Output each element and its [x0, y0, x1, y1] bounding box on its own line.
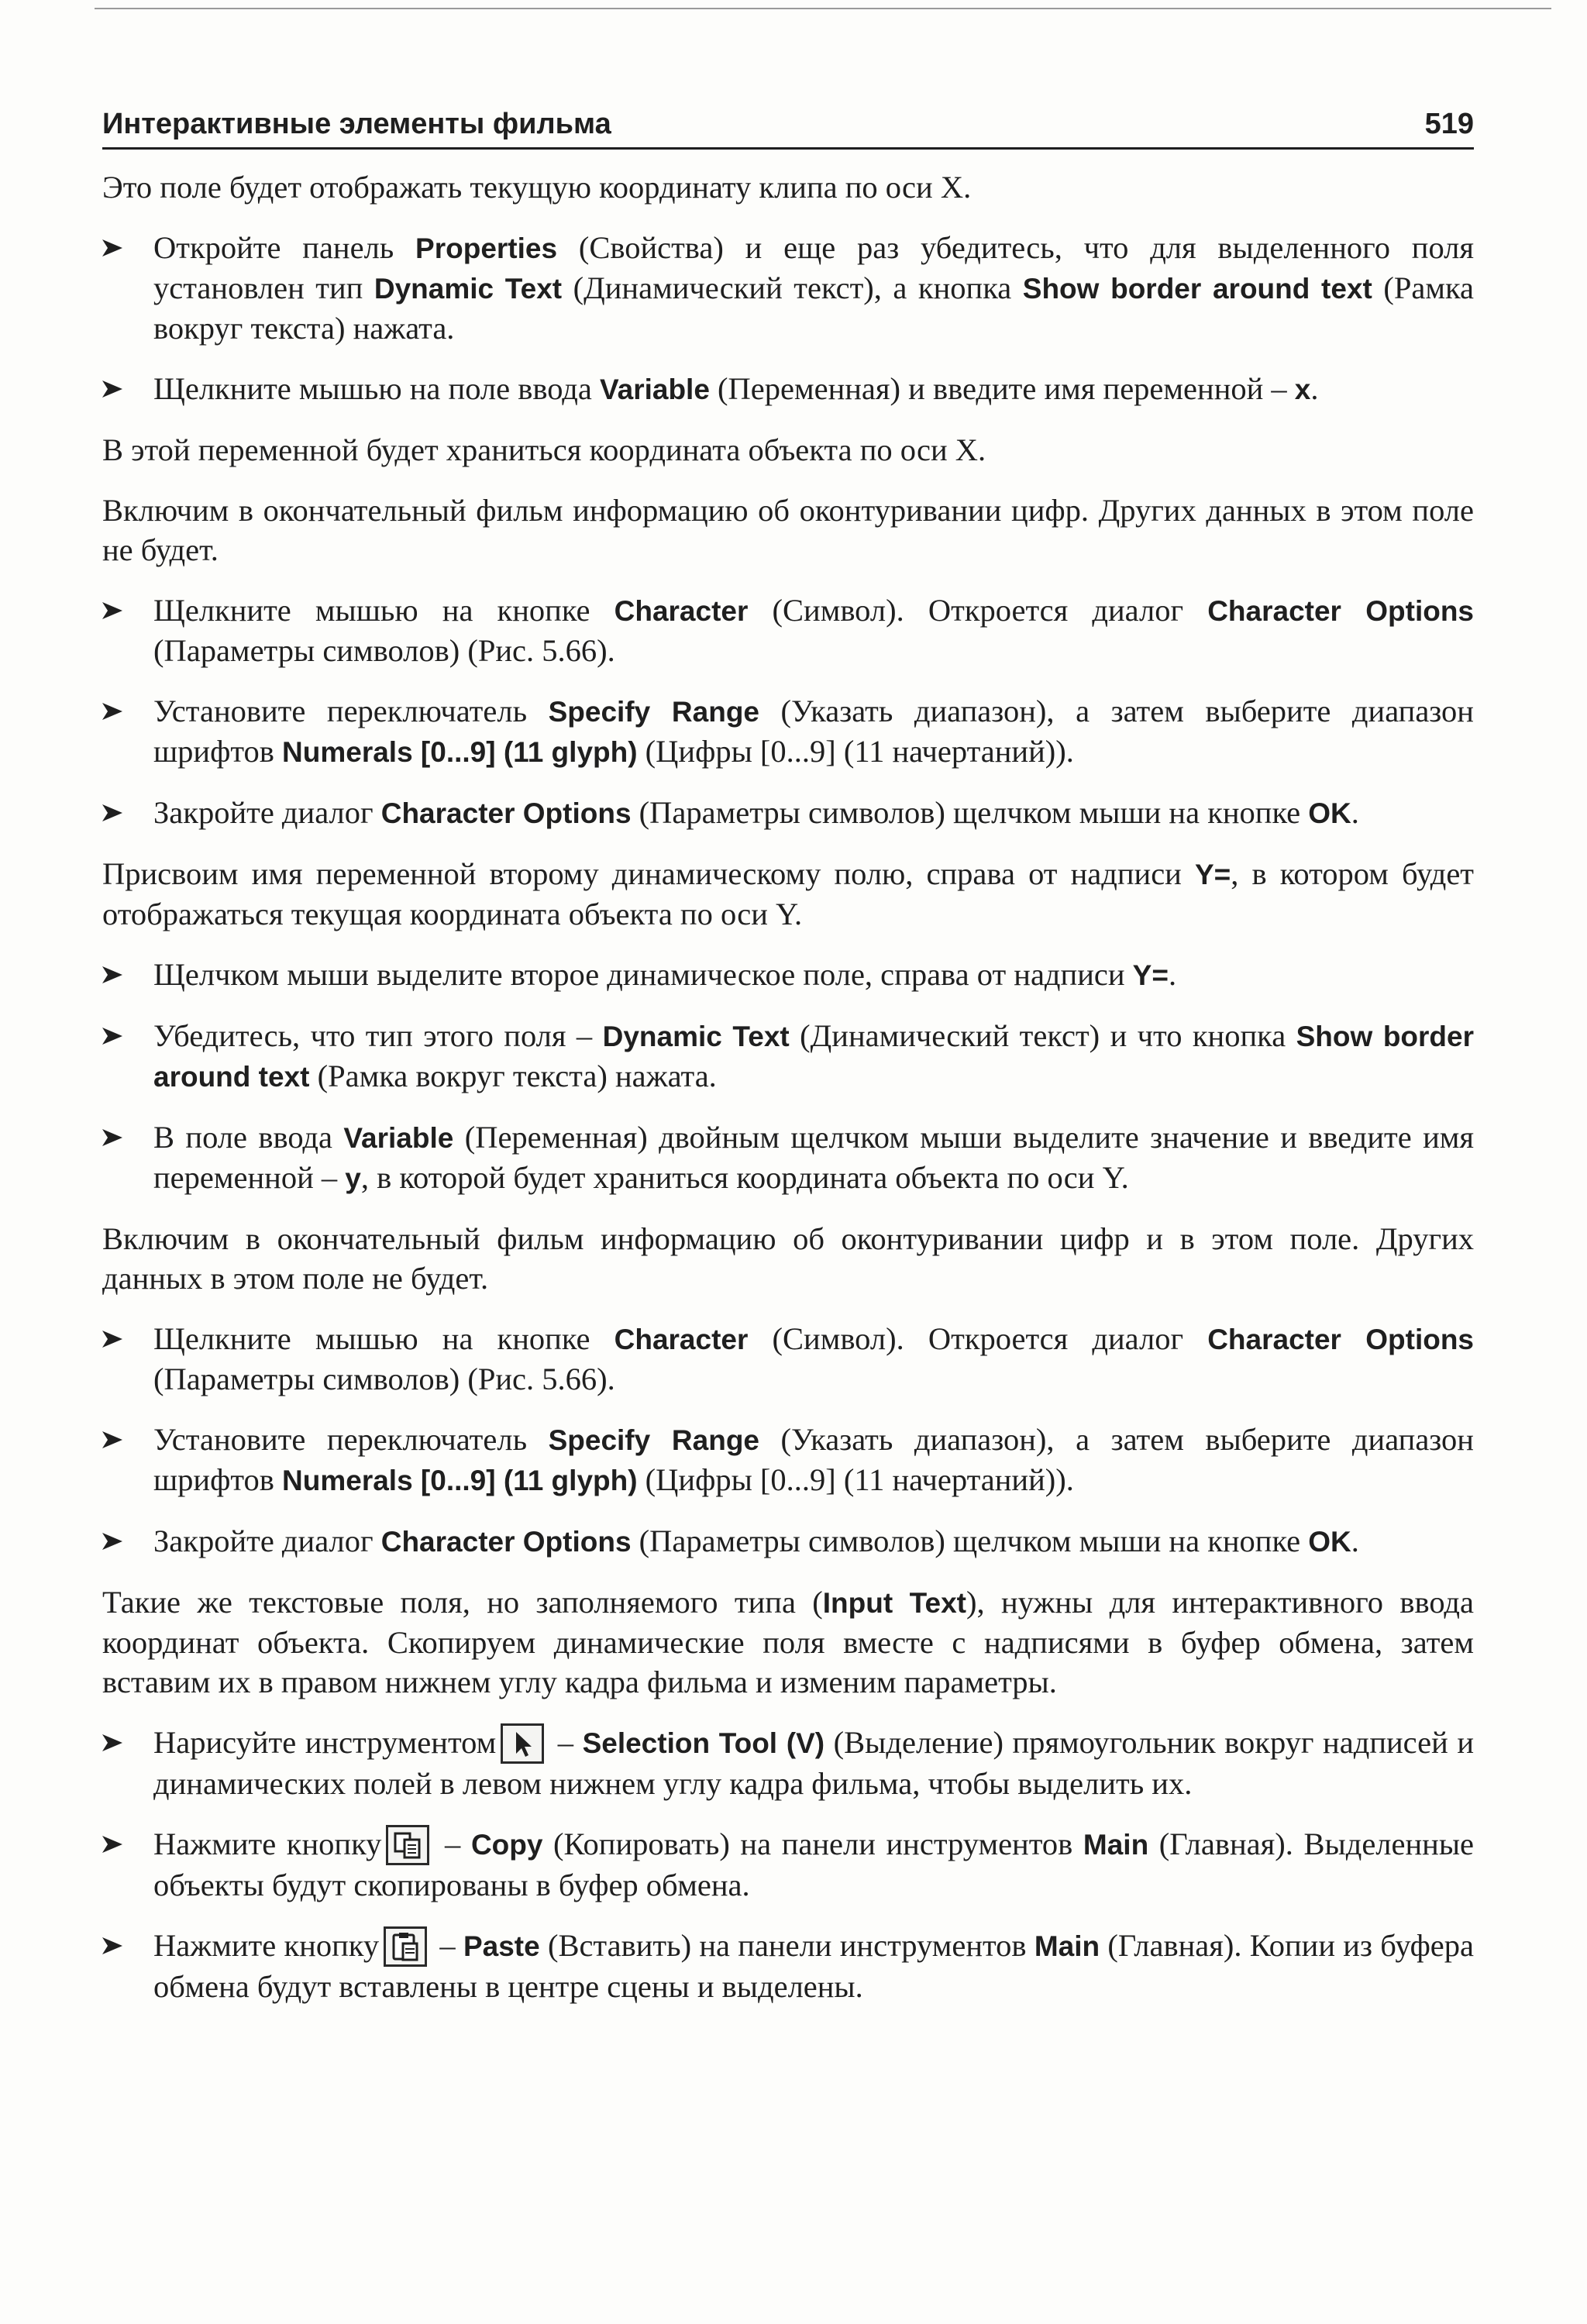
arrowhead-bullet-icon [102, 1028, 122, 1045]
list-item [102, 1926, 1474, 2006]
text-run: – [549, 1725, 583, 1760]
text-run: Щелкните мышью на кнопке [153, 1321, 614, 1356]
arrowhead-bullet-icon [102, 1937, 122, 1954]
selection-arrow-icon [501, 1723, 544, 1764]
text-run: Откройте панель [153, 230, 416, 265]
text-run: (Главная). Выделенные объекты будут скопированы в буфер обмена. [153, 1826, 1475, 1902]
text-run: (Главная). Копии из буфера обмена будут вставлены в центре сцены и выделены. [153, 1928, 1475, 2004]
text-run: , в котором будет отображаться текущая координата объекта по оси Y. [102, 856, 1474, 931]
text-run: Включим в окончательный фильм информацию об оконтуривании цифр. Других данных в этом поле не будет. [102, 493, 1474, 567]
text-run: . [1310, 371, 1319, 406]
bold-term: Paste [463, 1930, 540, 1962]
page-edge-line [95, 8, 1551, 9]
bold-term: Main [1034, 1930, 1100, 1962]
page-number: 519 [1424, 108, 1474, 140]
bold-term: Input Text [822, 1587, 967, 1619]
text-run: (Параметры символов) (Рис. 5.66). [153, 1362, 615, 1396]
text-run: (Параметры символов) щелчком мыши на кнопке [631, 1524, 1309, 1558]
arrowhead-bullet-icon [102, 1734, 122, 1751]
bold-term: Numerals [0...9] (11 glyph) [282, 1465, 638, 1496]
paragraph [102, 430, 1474, 470]
running-head [102, 101, 1474, 150]
bold-term: Character [614, 1324, 749, 1355]
text-run: (Параметры символов) (Рис. 5.66). [153, 633, 615, 668]
bold-term: Dynamic Text [602, 1021, 790, 1052]
bold-term: Copy [470, 1829, 543, 1861]
text-run: Установите переключатель [153, 1422, 549, 1457]
bold-term: Character Options [1207, 595, 1475, 627]
bold-term: Character [614, 595, 749, 627]
bold-term: Y= [1194, 859, 1231, 890]
list-item [102, 369, 1474, 409]
arrowhead-bullet-icon [102, 1129, 122, 1146]
bold-term: OK [1308, 1526, 1351, 1558]
text-run: (Свойства) и еще раз убедитесь, что для выделенного поля установлен тип [153, 230, 1475, 305]
page-body [102, 167, 1474, 2027]
list-item [102, 1117, 1474, 1198]
paragraph [102, 1582, 1474, 1702]
text-run: . [1351, 795, 1359, 830]
list-item [102, 228, 1474, 348]
text-run: – [434, 1826, 471, 1861]
text-run: (Цифры [0...9] (11 начертаний)). [637, 1462, 1074, 1497]
bold-term: Y= [1132, 959, 1169, 991]
text-run: Закройте диалог [153, 795, 381, 830]
text-run: (Цифры [0...9] (11 начертаний)). [637, 734, 1074, 769]
text-run: , в которой будет храниться координата объекта по оси Y. [360, 1160, 1129, 1195]
arrowhead-bullet-icon [102, 1431, 122, 1448]
text-run: Щелкните мышью на поле ввода [153, 371, 600, 406]
text-run: Нажмите кнопку [153, 1826, 382, 1861]
arrowhead-bullet-icon [102, 602, 122, 619]
text-run: Убедитесь, что тип этого поля – [153, 1018, 603, 1053]
copy-icon [386, 1825, 429, 1865]
paragraph [102, 167, 1474, 207]
arrowhead-bullet-icon [102, 1533, 122, 1550]
bold-term: y [345, 1162, 361, 1194]
list-item [102, 793, 1474, 833]
text-run: (Символ). Откроется диалог [748, 593, 1208, 628]
text-run: (Переменная) двойным щелчком мыши выделите значение и введите имя переменной – [153, 1120, 1475, 1195]
text-run: Нажмите кнопку [153, 1928, 380, 1963]
list-item [102, 1723, 1474, 1803]
arrowhead-bullet-icon [102, 703, 122, 720]
text-run: В этой переменной будет храниться координата объекта по оси X. [102, 432, 986, 467]
bold-term: Dynamic Text [374, 273, 563, 305]
text-run: (Рамка вокруг текста) нажата. [153, 270, 1475, 346]
paragraph [102, 854, 1474, 934]
arrowhead-bullet-icon [102, 1836, 122, 1853]
text-run: Включим в окончательный фильм информацию об оконтуривании цифр и в этом поле. Других данных в этом поле не будет. [102, 1221, 1474, 1296]
text-run: (Вставить) на панели инструментов [539, 1928, 1034, 1963]
text-run: (Рамка вокруг текста) нажата. [309, 1059, 717, 1093]
bold-term: Show border around text [153, 1021, 1474, 1093]
text-run: Это поле будет отображать текущую координату клипа по оси X. [102, 170, 972, 205]
paragraph [102, 1219, 1474, 1298]
text-run: (Указать диапазон), а затем выберите диапазон шрифтов [153, 694, 1474, 769]
text-run: (Динамический текст) и что кнопка [789, 1018, 1296, 1053]
text-run: Такие же текстовые поля, но заполняемого типа ( [102, 1585, 823, 1620]
text-run: (Символ). Откроется диалог [748, 1321, 1208, 1356]
list-item [102, 590, 1474, 670]
text-run: Щелкните мышью на кнопке [153, 593, 614, 628]
bold-term: Specify Range [548, 696, 759, 728]
bold-term: Character Options [380, 797, 632, 829]
text-run: (Динамический текст), а кнопка [562, 270, 1023, 305]
text-run: (Переменная) и введите имя переменной – [709, 371, 1295, 406]
arrowhead-bullet-icon [102, 380, 122, 398]
list-item [102, 1016, 1474, 1097]
bold-term: Character Options [1207, 1324, 1475, 1355]
list-item [102, 1521, 1474, 1561]
text-run: (Указать диапазон), а затем выберите диапазон шрифтов [153, 1422, 1474, 1497]
list-item [102, 1420, 1474, 1500]
bold-term: Selection Tool (V) [582, 1727, 825, 1759]
text-run: Присвоим имя переменной второму динамическому полю, справа от надписи [102, 856, 1195, 891]
arrowhead-bullet-icon [102, 804, 122, 821]
paragraph [102, 491, 1474, 570]
bold-term: Specify Range [548, 1424, 759, 1456]
list-item [102, 1824, 1474, 1905]
text-run: (Копировать) на панели инструментов [542, 1826, 1083, 1861]
text-run: . [1168, 957, 1177, 992]
bold-term: Character Options [380, 1526, 632, 1558]
bold-term: Main [1083, 1829, 1149, 1861]
text-run: Закройте диалог [153, 1524, 381, 1558]
list-item [102, 691, 1474, 772]
text-run: (Выделение) прямоугольник вокруг надписей и динамических полей в левом нижнем углу кадра фильма, чтобы выделить их. [153, 1725, 1474, 1801]
bold-term: x [1294, 374, 1311, 405]
book-page [102, 0, 1474, 2324]
text-run: . [1351, 1524, 1359, 1558]
arrowhead-bullet-icon [102, 966, 122, 983]
bold-term: OK [1308, 797, 1351, 829]
bold-term: Variable [599, 374, 710, 405]
text-run: В поле ввода [153, 1120, 344, 1155]
text-run: Установите переключатель [153, 694, 549, 728]
text-run: ), нужны для интерактивного ввода координат объекта. Скопируем динамические поля вместе с надписями в буфер обмена, затем вставим их в правом нижнем углу кадра фильма и изменим параметры. [102, 1585, 1475, 1699]
bold-term: Show border around text [1022, 273, 1372, 305]
text-run: Щелчком мыши выделите второе динамическое поле, справа от надписи [153, 957, 1133, 992]
text-run: – [432, 1928, 463, 1963]
list-item [102, 955, 1474, 995]
text-run: Нарисуйте инструментом [153, 1725, 497, 1760]
list-item [102, 1319, 1474, 1399]
chapter-title: Интерактивные элементы фильма [102, 108, 611, 140]
text-run: (Параметры символов) щелчком мыши на кнопке [631, 795, 1309, 830]
bold-term: Numerals [0...9] (11 glyph) [282, 736, 638, 768]
bold-term: Variable [343, 1122, 454, 1154]
paste-clipboard-icon [384, 1926, 427, 1967]
bold-term: Properties [415, 232, 558, 264]
arrowhead-bullet-icon [102, 1331, 122, 1348]
arrowhead-bullet-icon [102, 239, 122, 257]
